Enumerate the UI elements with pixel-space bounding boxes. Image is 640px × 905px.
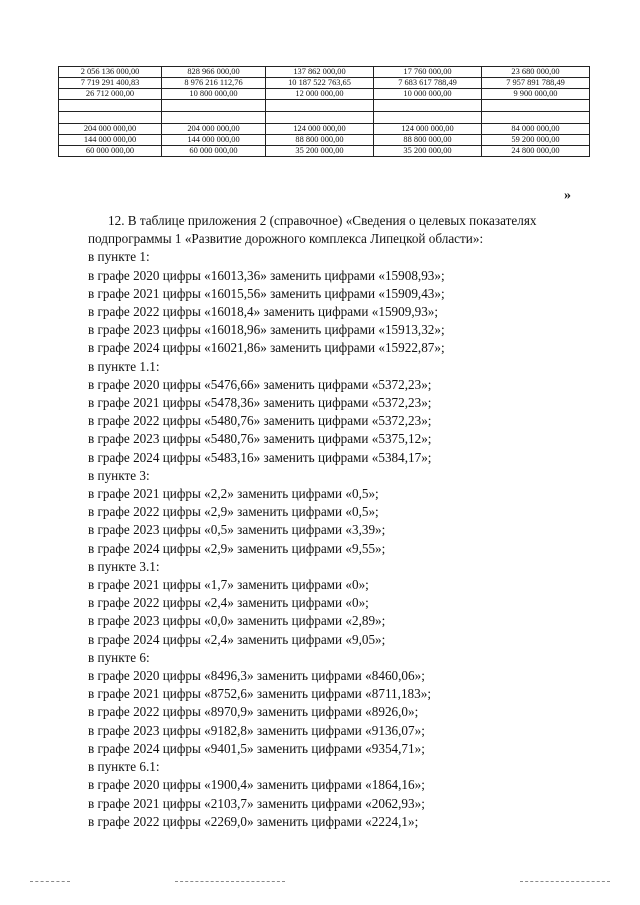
budget-table <box>58 66 590 157</box>
table-cell <box>59 100 162 112</box>
section-heading: в пункте 3: <box>88 467 150 483</box>
paragraph-first-line: 12. В таблице приложения 2 (справочное) «Сведения о целевых показателях <box>108 213 537 228</box>
section-heading: в пункте 1.1: <box>88 358 160 374</box>
table-cell: 8 976 216 112,76 <box>162 78 266 89</box>
table-cell: 17 760 000,00 <box>374 67 482 78</box>
budget-table-body <box>59 67 590 157</box>
amendment-line: в графе 2024 цифры «5483,16» заменить цифрами «5384,17»; <box>88 449 432 465</box>
amendment-line: в графе 2020 цифры «1900,4» заменить цифрами «1864,16»; <box>88 777 425 793</box>
table-cell: 137 862 000,00 <box>266 67 374 78</box>
table-cell: 10 000 000,00 <box>374 89 482 100</box>
table-cell <box>482 100 590 112</box>
table-cell: 12 000 000,00 <box>266 89 374 100</box>
amendment-line: в графе 2021 цифры «2103,7» заменить цифрами «2062,93»; <box>88 795 425 811</box>
table-row <box>59 112 590 124</box>
table-cell: 10 800 000,00 <box>162 89 266 100</box>
table-cell: 7 719 291 400,83 <box>59 78 162 89</box>
table-cell: 7 683 617 788,49 <box>374 78 482 89</box>
table-cell: 35 200 000,00 <box>266 146 374 157</box>
footer-mark-left <box>30 881 70 883</box>
amendment-line: в графе 2023 цифры «0,0» заменить цифрами «2,89»; <box>88 613 386 629</box>
table-cell: 60 000 000,00 <box>59 146 162 157</box>
table-row <box>59 124 590 135</box>
table-cell: 23 680 000,00 <box>482 67 590 78</box>
amendment-line: в графе 2022 цифры «2,4» заменить цифрами «0»; <box>88 595 369 611</box>
table-cell: 24 800 000,00 <box>482 146 590 157</box>
table-cell: 828 966 000,00 <box>162 67 266 78</box>
table-cell: 204 000 000,00 <box>59 124 162 135</box>
paragraph-second-line: подпрограммы 1 «Развитие дорожного комплекса Липецкой области»: <box>88 231 484 247</box>
table-cell: 9 900 000,00 <box>482 89 590 100</box>
section-heading: в пункте 6.1: <box>88 759 160 775</box>
table-cell: 59 200 000,00 <box>482 135 590 146</box>
amendment-line: в графе 2023 цифры «16018,96» заменить цифрами «15913,32»; <box>88 322 445 338</box>
table-cell: 204 000 000,00 <box>162 124 266 135</box>
table-cell <box>374 100 482 112</box>
table-row <box>59 100 590 112</box>
amendment-line: в графе 2023 цифры «0,5» заменить цифрами «3,39»; <box>88 522 386 538</box>
amendment-line: в графе 2021 цифры «5478,36» заменить цифрами «5372,23»; <box>88 395 432 411</box>
table-cell: 88 800 000,00 <box>266 135 374 146</box>
table-row <box>59 135 590 146</box>
table-cell <box>266 112 374 124</box>
table-cell <box>162 112 266 124</box>
table-cell: 7 957 891 788,49 <box>482 78 590 89</box>
footer-mark-right <box>520 881 610 883</box>
amendment-line: в графе 2022 цифры «2269,0» заменить цифрами «2224,1»; <box>88 813 419 829</box>
closing-quote: » <box>564 188 571 203</box>
amendment-line: в графе 2024 цифры «9401,5» заменить цифрами «9354,71»; <box>88 740 425 756</box>
amendment-line: в графе 2022 цифры «8970,9» заменить цифрами «8926,0»; <box>88 704 419 720</box>
table-row <box>59 146 590 157</box>
table-cell: 84 000 000,00 <box>482 124 590 135</box>
amendment-line: в графе 2021 цифры «1,7» заменить цифрами «0»; <box>88 577 369 593</box>
table-cell <box>374 112 482 124</box>
table-cell: 2 056 136 000,00 <box>59 67 162 78</box>
amendment-line: в графе 2021 цифры «8752,6» заменить цифрами «8711,183»; <box>88 686 431 702</box>
amendment-line: в графе 2020 цифры «5476,66» заменить цифрами «5372,23»; <box>88 376 432 392</box>
amendment-line: в графе 2024 цифры «16021,86» заменить цифрами «15922,87»; <box>88 340 445 356</box>
amendment-line: в графе 2023 цифры «9182,8» заменить цифрами «9136,07»; <box>88 722 425 738</box>
amendment-line: в графе 2024 цифры «2,9» заменить цифрами «9,55»; <box>88 540 386 556</box>
section-heading: в пункте 3.1: <box>88 558 160 574</box>
amendment-line: в графе 2020 цифры «16013,36» заменить цифрами «15908,93»; <box>88 267 445 283</box>
amendment-line: в графе 2022 цифры «16018,4» заменить цифрами «15909,93»; <box>88 304 439 320</box>
amendment-line: в графе 2024 цифры «2,4» заменить цифрами «9,05»; <box>88 631 386 647</box>
table-cell <box>162 100 266 112</box>
table-row <box>59 67 590 78</box>
table-row <box>59 89 590 100</box>
amendment-line: в графе 2021 цифры «2,2» заменить цифрами «0,5»; <box>88 486 379 502</box>
table-cell: 26 712 000,00 <box>59 89 162 100</box>
table-cell: 124 000 000,00 <box>374 124 482 135</box>
section-heading: в пункте 6: <box>88 649 150 665</box>
footer-mark-center <box>175 881 285 883</box>
table-row <box>59 78 590 89</box>
amendment-list <box>88 248 598 831</box>
amendment-line: в графе 2020 цифры «8496,3» заменить цифрами «8460,06»; <box>88 668 425 684</box>
table-cell: 124 000 000,00 <box>266 124 374 135</box>
table-cell: 10 187 522 763,65 <box>266 78 374 89</box>
table-cell: 144 000 000,00 <box>59 135 162 146</box>
table-cell <box>266 100 374 112</box>
amendment-line: в графе 2021 цифры «16015,56» заменить цифрами «15909,43»; <box>88 285 445 301</box>
document-body <box>88 212 598 831</box>
amendment-line: в графе 2022 цифры «5480,76» заменить цифрами «5372,23»; <box>88 413 432 429</box>
table-cell: 88 800 000,00 <box>374 135 482 146</box>
amendment-line: в графе 2022 цифры «2,9» заменить цифрами «0,5»; <box>88 504 379 520</box>
table-cell: 35 200 000,00 <box>374 146 482 157</box>
table-cell: 60 000 000,00 <box>162 146 266 157</box>
amendment-line: в графе 2023 цифры «5480,76» заменить цифрами «5375,12»; <box>88 431 432 447</box>
table-cell: 144 000 000,00 <box>162 135 266 146</box>
table-cell <box>482 112 590 124</box>
table-cell <box>59 112 162 124</box>
section-heading: в пункте 1: <box>88 249 150 265</box>
